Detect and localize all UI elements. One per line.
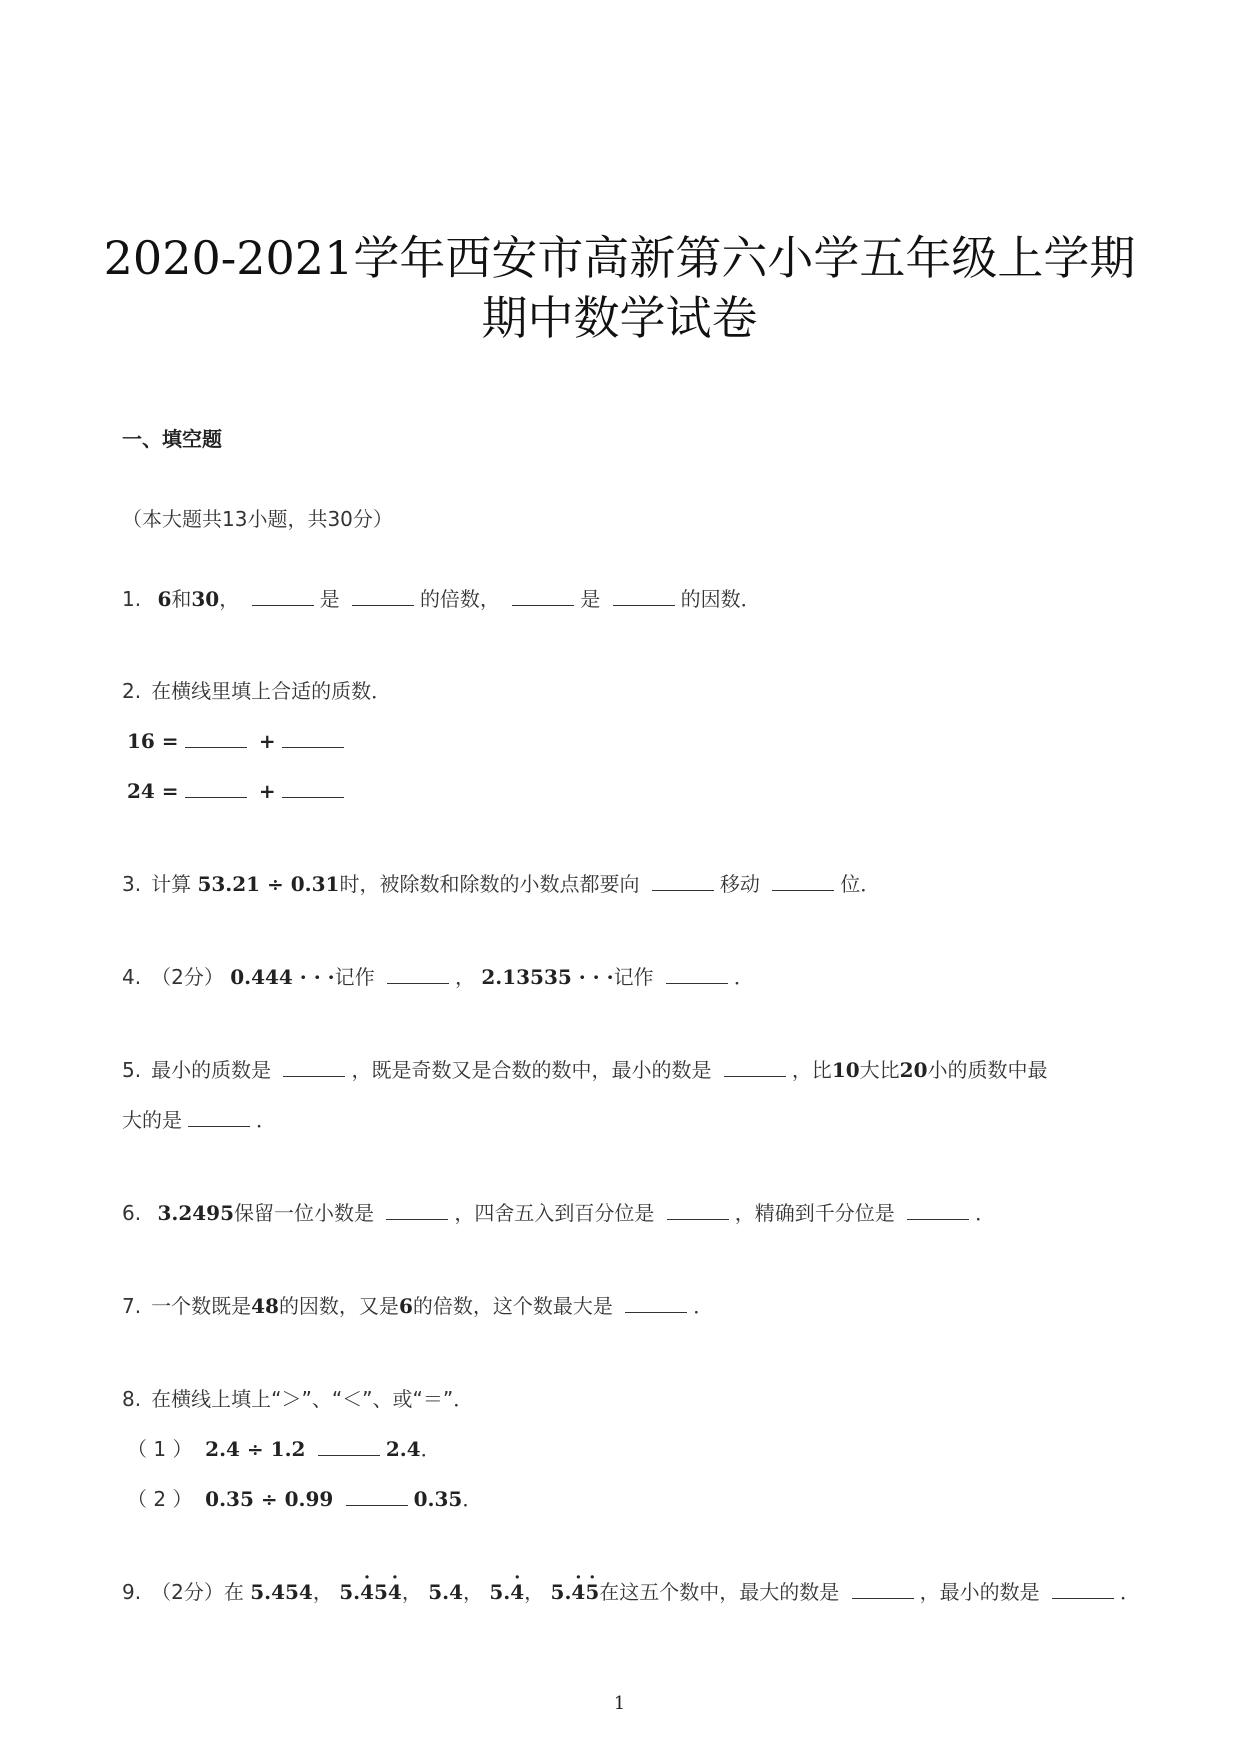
answer-blank[interactable] — [386, 1201, 448, 1220]
question-7: 7. 一个数既是48的因数，又是6的倍数，这个数最大是 ． — [122, 1294, 714, 1318]
question-2-row-1: 16 = + — [127, 727, 350, 755]
question-number: 6. — [122, 1201, 142, 1225]
question-number: 3. — [122, 872, 142, 896]
answer-blank[interactable] — [772, 872, 834, 891]
question-5: 5. 最小的质数是 ，既是奇数又是合数的数中，最小的数是 ，比10大比20小的质数中最 — [122, 1058, 1048, 1082]
answer-blank[interactable] — [625, 1294, 687, 1313]
answer-blank[interactable] — [282, 729, 344, 748]
answer-blank[interactable] — [387, 965, 449, 984]
question-number: 4. — [122, 965, 142, 989]
answer-blank[interactable] — [667, 1201, 729, 1220]
question-1: 1. 6和30， 是 的倍数， 是 的因数． — [122, 587, 761, 611]
answer-blank[interactable] — [852, 1580, 914, 1599]
question-8-part-1: （ 1 ） 2.4 ÷ 1.2 2.4． — [127, 1437, 441, 1461]
answer-blank[interactable] — [1052, 1580, 1114, 1599]
answer-blank[interactable] — [282, 779, 344, 798]
question-9: 9. （2分）在 5.454， 5.4 ·54 ·， 5.4， 5.4 ·， 5.4 ·5 ·在这五个数中，最大的数是 ，最小的数是 ． — [122, 1578, 1140, 1606]
answer-blank[interactable] — [346, 1487, 408, 1506]
answer-blank[interactable] — [185, 729, 247, 748]
section-note: （本大题共13小题，共30分） — [122, 507, 393, 531]
question-number: 1. — [122, 587, 142, 611]
question-number: 2. — [122, 679, 142, 703]
repeating-decimal: 5.4 · — [489, 1580, 524, 1604]
doc-title-line-1: 2020-2021学年西安市高新第六小学五年级上学期 — [103, 231, 1136, 285]
question-8: 8. 在横线上填上“＞”、“＜”、或“＝”． — [122, 1387, 474, 1411]
question-2-row-2: 24 = + — [127, 777, 350, 805]
question-number: 7. — [122, 1294, 142, 1318]
question-4: 4. （2分） 0.444 · · ·记作 ， 2.13535 · · ·记作 ． — [122, 965, 754, 989]
answer-blank[interactable] — [185, 779, 247, 798]
doc-title-line-2: 期中数学试卷 — [481, 291, 758, 345]
answer-blank[interactable] — [352, 587, 414, 606]
repeating-decimal: 5.4 ·54 · — [339, 1580, 402, 1604]
question-6: 6. 3.2495保留一位小数是 ，四舍五入到百分位是 ，精确到千分位是 ． — [122, 1201, 996, 1225]
answer-blank[interactable] — [613, 587, 675, 606]
question-8-part-2: （ 2 ） 0.35 ÷ 0.99 0.35． — [127, 1487, 483, 1511]
answer-blank[interactable] — [652, 872, 714, 891]
question-number: 9. — [122, 1580, 142, 1604]
question-5-continued: 大的是 ． — [122, 1108, 276, 1132]
answer-blank[interactable] — [907, 1201, 969, 1220]
question-number: 5. — [122, 1058, 142, 1082]
answer-blank[interactable] — [318, 1437, 380, 1456]
question-3: 3. 计算 53.21 ÷ 0.31时，被除数和除数的小数点都要向 移动 位． — [122, 872, 881, 896]
page-number: 1 — [613, 1693, 626, 1714]
question-2: 2. 在横线里填上合适的质数． — [122, 679, 392, 703]
answer-blank[interactable] — [283, 1058, 345, 1077]
answer-blank[interactable] — [512, 587, 574, 606]
repeating-decimal: 5.4 ·5 · — [551, 1580, 600, 1604]
answer-blank[interactable] — [724, 1058, 786, 1077]
section-heading: 一、填空题 — [122, 427, 222, 451]
answer-blank[interactable] — [666, 965, 728, 984]
answer-blank[interactable] — [188, 1108, 250, 1127]
answer-blank[interactable] — [252, 587, 314, 606]
question-number: 8. — [122, 1387, 142, 1411]
